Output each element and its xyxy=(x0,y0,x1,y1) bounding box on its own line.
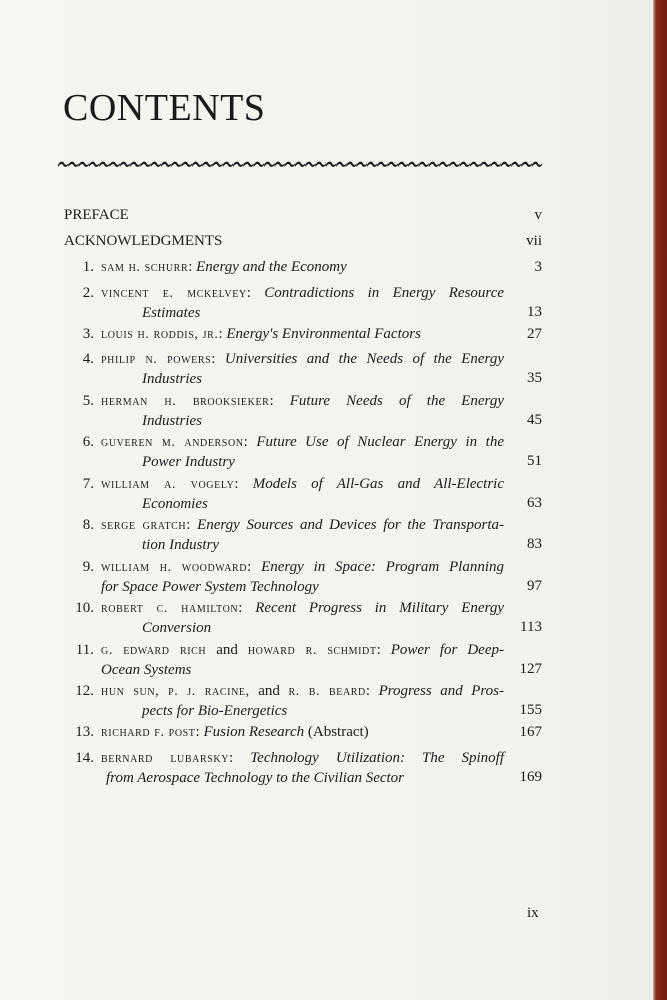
entry-author: serge gratch xyxy=(101,518,187,533)
author-conjunction: and xyxy=(249,683,289,699)
entry-title-continued: from Aerospace Technology to the Civilian Sector xyxy=(106,769,405,786)
entry-title-continued: Estimates xyxy=(142,304,201,321)
entry-title-continued: Industries xyxy=(142,370,202,387)
entry-title-continued: Economies xyxy=(142,495,208,512)
entry-author: hun sun, p. j. racine, xyxy=(101,684,250,699)
entry-title: Future Needs of the Energy xyxy=(289,393,504,409)
entry-author: howard r. schmidt xyxy=(247,643,377,658)
entry-title-continued: Ocean Systems xyxy=(101,661,192,678)
acknowledgments-page-number: vii xyxy=(526,233,542,249)
entry-page-number: 113 xyxy=(520,618,542,635)
entry-page-number: 63 xyxy=(527,494,542,511)
entry-title: Power for Deep- xyxy=(390,642,504,658)
entry-separator: : xyxy=(365,683,379,699)
entry-separator: : xyxy=(229,750,251,766)
entry-separator: : xyxy=(211,351,225,367)
entry-title-continued: Conversion xyxy=(142,619,212,636)
entry-page-number: 155 xyxy=(519,701,542,718)
entry-number: 12. xyxy=(75,683,94,699)
entry-page-number: 13 xyxy=(527,303,542,320)
entry-page-number: 45 xyxy=(527,411,542,428)
entry-separator: : xyxy=(376,642,391,658)
entry-text xyxy=(101,558,504,596)
entry-text xyxy=(101,475,504,513)
page-title: CONTENTS xyxy=(63,87,266,129)
ornamental-rule xyxy=(58,159,545,169)
entry-text xyxy=(101,433,504,471)
entry-separator: : xyxy=(218,326,227,342)
entry-page-number: 3 xyxy=(534,259,542,275)
entry-separator: : xyxy=(195,724,204,740)
entry-title-continued: tion Industry xyxy=(142,536,220,553)
book-cover-edge xyxy=(653,0,667,1000)
entry-page-number: 97 xyxy=(527,577,542,594)
entry-separator: : xyxy=(243,434,257,450)
entry-title-continued: Industries xyxy=(142,412,202,429)
entry-text xyxy=(101,599,504,637)
entry-title: Energy Sources and Devices for the Transporta- xyxy=(197,517,505,533)
entry-text xyxy=(101,641,504,679)
entry-page-number: 27 xyxy=(527,326,542,342)
entry-text xyxy=(101,682,504,720)
entry-text xyxy=(101,723,504,743)
entry-author: william a. vogely xyxy=(101,477,235,492)
entry-title: Fusion Research xyxy=(203,724,305,740)
entry-separator: : xyxy=(247,559,262,575)
entry-author: philip n. powers xyxy=(101,352,212,367)
entry-page-number: 51 xyxy=(527,452,542,469)
entry-author: vincent e. mckelvey xyxy=(101,286,247,301)
entry-author: sam h. schurr xyxy=(101,260,189,275)
entry-title: Energy in Space: Program Planning xyxy=(261,559,504,575)
entry-page-number: 169 xyxy=(519,768,542,785)
page-folio: ix xyxy=(527,905,539,921)
entry-title-note: (Abstract) xyxy=(304,724,369,740)
entry-title-continued: for Space Power System Technology xyxy=(101,578,319,595)
entry-separator: : xyxy=(238,600,256,616)
entry-separator: : xyxy=(188,259,197,275)
entry-title: Models of All-Gas and All-Electric xyxy=(252,476,505,492)
entry-separator: : xyxy=(269,393,290,409)
entry-author: william h. woodward xyxy=(101,560,248,575)
preface-label: PREFACE xyxy=(64,207,129,223)
entry-separator: : xyxy=(234,476,253,492)
acknowledgments-label: ACKNOWLEDGMENTS xyxy=(64,233,223,249)
entry-separator: : xyxy=(246,285,265,301)
entry-number: 7. xyxy=(82,476,94,492)
entry-title: Energy's Environmental Factors xyxy=(226,326,421,342)
entry-title: Progress and Pros- xyxy=(378,683,505,699)
entry-author: richard f. post xyxy=(101,725,196,740)
entry-author: herman h. brooksieker xyxy=(101,394,270,409)
entry-number: 9. xyxy=(82,559,94,575)
entry-number: 4. xyxy=(82,351,94,367)
entry-title: Universities and the Needs of the Energy xyxy=(224,351,504,367)
entry-author: louis h. roddis, jr. xyxy=(101,327,219,342)
entry-number: 10. xyxy=(75,600,94,616)
entry-title-continued: pects for Bio-Energetics xyxy=(142,702,288,719)
entry-number: 14. xyxy=(75,750,94,766)
entry-number: 2. xyxy=(82,285,94,301)
entry-page-number: 127 xyxy=(519,660,542,677)
entry-text xyxy=(101,284,504,322)
entry-title: Contradictions in Energy Resource xyxy=(264,285,505,301)
entry-text xyxy=(101,749,504,787)
entry-number: 5. xyxy=(82,393,94,409)
entry-text xyxy=(101,258,504,278)
entry-author: robert c. hamilton xyxy=(101,601,239,616)
entry-author: r. b. beard xyxy=(288,684,366,699)
entry-text xyxy=(101,325,504,345)
author-conjunction: and xyxy=(206,642,248,658)
entry-text xyxy=(101,392,504,430)
entry-page-number: 83 xyxy=(527,535,542,552)
entry-number: 8. xyxy=(82,517,94,533)
preface-page-number: v xyxy=(534,207,542,223)
entry-author: guveren m. anderson xyxy=(101,435,244,450)
entry-title: Future Use of Nuclear Energy in the xyxy=(256,434,505,450)
entry-title: Recent Progress in Military Energy xyxy=(255,600,505,616)
entry-title: Energy and the Economy xyxy=(196,259,347,275)
entry-author: bernard lubarsky xyxy=(101,751,230,766)
entry-page-number: 35 xyxy=(527,369,542,386)
entry-text xyxy=(101,516,504,554)
entry-number: 13. xyxy=(75,724,94,740)
entry-title-continued: Power Industry xyxy=(142,453,235,470)
entry-author: g. edward rich xyxy=(101,643,207,658)
entry-page-number: 167 xyxy=(519,724,542,740)
entry-number: 6. xyxy=(82,434,94,450)
entry-text xyxy=(101,350,504,388)
entry-number: 3. xyxy=(82,326,94,342)
entry-separator: : xyxy=(186,517,198,533)
entry-title: Technology Utilization: The Spinoff xyxy=(250,750,505,766)
entry-number: 1. xyxy=(82,259,94,275)
entry-number: 11. xyxy=(75,642,94,658)
